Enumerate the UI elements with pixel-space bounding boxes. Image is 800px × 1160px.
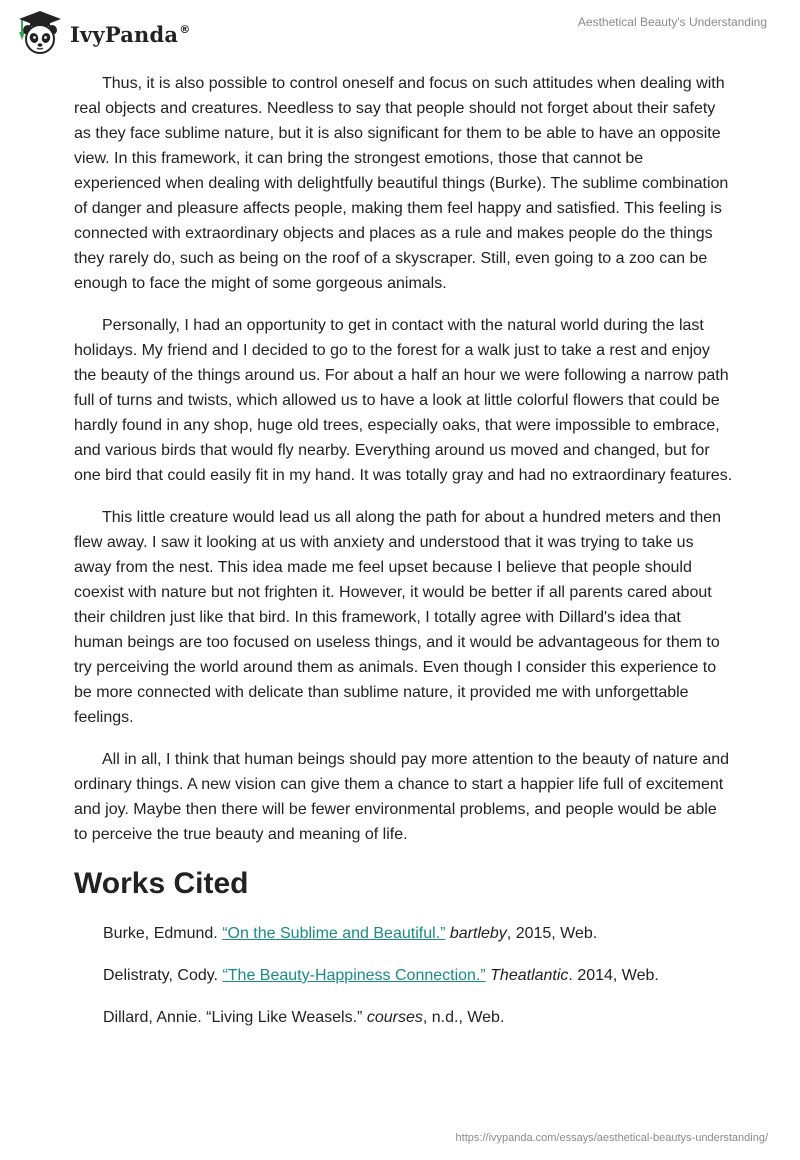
reference-author: Burke, Edmund.: [103, 925, 218, 942]
reference-author: Dillard, Annie.: [103, 1009, 202, 1026]
works-cited-list: [74, 922, 734, 1030]
paragraph: Personally, I had an opportunity to get in contact with the natural world during the last holidays. My friend and I decided to go to the forest for a walk just to take a rest and enjoy the beauty of the things around us. For about a half an hour we were following a narrow path full of turns and twists, which allowed us to have a look at little colorful flowers that could be hardly found in any shop, huge old trees, especially oaks, that were impossible to embrace, and various birds that would fly nearby. Everything around us moved and changed, but for one bird that could easily fit in my hand. It was totally gray and had no extraordinary features.: [74, 317, 733, 484]
paragraph: Thus, it is also possible to control oneself and focus on such attitudes when dealing with real objects and creatures. Needless to say that people should not forget about their safety as they face sublime nature, but it is also significant for them to be able to have an opposite view. In this framework, it can bring the strongest emotions, those that cannot be experienced when dealing with delightfully beautiful things (Burke). The sublime combination of danger and pleasure affects people, making them feel happy and satisfied. This feeling is connected with extraordinary objects and places as a rule and makes people do the things they rarely do, such as being on the roof of a skyscraper. Still, even going to a zoo can be enough to face the might of some gorgeous animals.: [74, 75, 729, 292]
registered-mark: ®: [179, 22, 191, 36]
essay-content: [74, 71, 734, 1048]
page-header: [0, 0, 800, 64]
paragraph: This little creature would lead us all along the path for about a hundred meters and then flew away. I saw it looking at us with anxiety and understood that it was trying to take us away from the nest. This idea made me feel upset because I believe that people should coexist with nature but not frighten it. However, it would be better if all parents cared about their children just like that bird. In this framework, I totally agree with Dillard's idea that human beings are too focused on useless things, and it would be advantageous for them to try perceiving the world around them as animals. Even though I consider this experience to be more connected with delicate than sublime nature, it provided me with unforgettable feelings.: [74, 509, 722, 726]
reference-title-link[interactable]: “On the Sublime and Beautiful.”: [222, 925, 446, 942]
source-url[interactable]: https://ivypanda.com/essays/aesthetical-beautys-understanding/: [455, 1132, 768, 1144]
reference-entry: [103, 922, 734, 946]
reference-source: bartleby: [449, 925, 507, 942]
reference-entry: [103, 1006, 734, 1030]
reference-entry: [103, 964, 734, 988]
works-cited-heading: Works Cited: [74, 867, 249, 900]
reference-author: Delistraty, Cody.: [103, 967, 218, 984]
reference-details: , n.d., Web.: [422, 1009, 505, 1026]
paragraph: All in all, I think that human beings should pay more attention to the beauty of nature and ordinary things. A new vision can give them a chance to start a happier life full of excitement and joy. Maybe then there will be fewer environmental problems, and people would be able to perceive the true beauty and meaning of life.: [74, 751, 730, 843]
logo-wordmark: IvyPanda®: [70, 21, 191, 47]
reference-source: Theatlantic: [490, 967, 569, 984]
running-title: Aesthetical Beauty's Understanding: [577, 15, 767, 29]
ivypanda-logo[interactable]: [16, 10, 190, 56]
reference-details: , 2015, Web.: [506, 925, 598, 942]
reference-source: courses: [366, 1009, 423, 1026]
panda-graduate-icon: [16, 10, 64, 56]
reference-title-link[interactable]: “The Beauty-Happiness Connection.”: [222, 967, 486, 984]
reference-details: . 2014, Web.: [568, 967, 659, 984]
reference-title: “Living Like Weasels.”: [206, 1009, 363, 1026]
